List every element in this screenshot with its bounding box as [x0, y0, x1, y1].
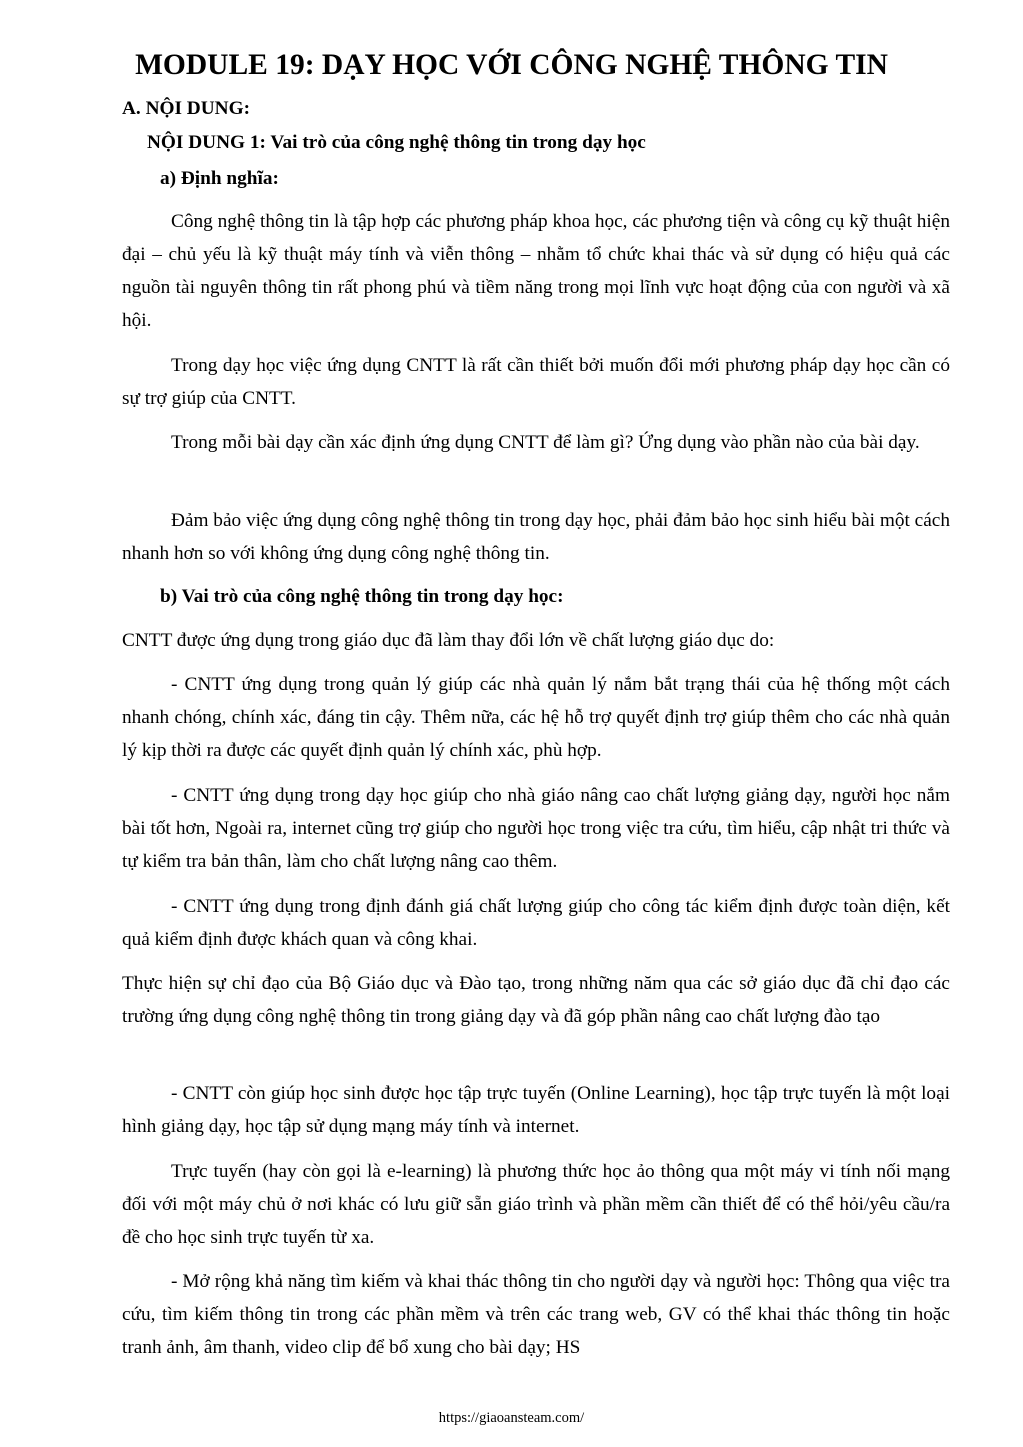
paragraph-role-intro: CNTT được ứng dụng trong giáo dục đã làm thay đổi lớn về chất lượng giáo dục do:	[122, 630, 775, 651]
paragraph-teaching: - CNTT ứng dụng trong dạy học giúp cho nhà giáo nâng cao chất lượng giảng dạy, người học nắm bài tốt hơn, Ngoài ra, internet cũng trợ giúp cho người học trong việc tra cứu, tìm hiểu, cập nhật tri thức và tự kiểm tra bản thân, làm cho chất lượng nâng cao thêm.	[122, 785, 950, 872]
paragraph-online-learning: - CNTT còn giúp học sinh được học tập trực tuyến (Online Learning), học tập trực tuyến là một loại hình giảng dạy, học tập sử dụng mạng máy tính và internet.	[122, 1083, 950, 1137]
paragraph-need: Trong dạy học việc ứng dụng CNTT là rất cần thiết bởi muốn đổi mới phương pháp dạy học cần có sự trợ giúp của CNTT.	[122, 355, 950, 409]
paragraph-search: - Mở rộng khả năng tìm kiếm và khai thác thông tin cho người dạy và người học: Thông qua việc tra cứu, tìm kiếm thông tin trong các phần mềm và trên các trang web, GV có thể khai thác thông tin hoặc tranh ảnh, âm thanh, video clip để bổ xung cho bài dạy; HS	[122, 1271, 950, 1358]
paragraph-ministry: Thực hiện sự chỉ đạo của Bộ Giáo dục và Đào tạo, trong những năm qua các sở giáo dục đã chỉ đạo các trường ứng dụng công nghệ thông tin trong giảng dạy và đã góp phần nâng cao chất lượng đào tạo	[122, 973, 950, 1027]
paragraph-purpose: Trong mỗi bài dạy cần xác định ứng dụng CNTT để làm gì? Ứng dụng vào phần nào của bài dạy.	[171, 432, 920, 453]
paragraph-guarantee: Đảm bảo việc ứng dụng công nghệ thông tin trong dạy học, phải đảm bảo học sinh hiểu bài một cách nhanh hơn so với không ứng dụng công nghệ thông tin.	[122, 510, 950, 564]
paragraph-definition: Công nghệ thông tin là tập hợp các phương pháp khoa học, các phương tiện và công cụ kỹ thuật hiện đại – chủ yếu là kỹ thuật máy tính và viễn thông – nhằm tổ chức khai thác và sử dụng có hiệu quả các nguồn tài nguyên thông tin rất phong phú và tiềm năng trong mọi lĩnh vực hoạt động của con người và xã hội.	[122, 211, 950, 331]
subheading-definition: a) Định nghĩa:	[160, 168, 279, 189]
footer-url[interactable]: https://giaoansteam.com/	[438, 1410, 585, 1426]
paragraph-management: - CNTT ứng dụng trong quản lý giúp các nhà quản lý nắm bắt trạng thái của hệ thống một cách nhanh chóng, chính xác, đáng tin cậy. Thêm nữa, các hệ hỗ trợ quyết định trợ giúp thêm cho các nhà quản lý kịp thời ra được các quyết định quản lý chính xác, phù hợp.	[122, 674, 950, 761]
paragraph-elearning: Trực tuyến (hay còn gọi là e-learning) là phương thức học ảo thông qua một máy vi tính nối mạng đối với một máy chủ ở nơi khác có lưu giữ sẵn giáo trình và phần mềm cần thiết để có thể hỏi/yêu cầu/ra đề cho học sinh trực tuyến từ xa.	[122, 1161, 950, 1248]
section-heading-a: A. NỘI DUNG:	[122, 98, 251, 119]
subheading-role: b) Vai trò của công nghệ thông tin trong dạy học:	[160, 586, 564, 607]
page-title: MODULE 19: DẠY HỌC VỚI CÔNG NGHỆ THÔNG TIN	[135, 49, 888, 81]
paragraph-assessment: - CNTT ứng dụng trong định đánh giá chất lượng giúp cho công tác kiểm định được toàn diện, kết quả kiểm định được khách quan và công khai.	[122, 896, 950, 950]
content-heading-1: NỘI DUNG 1: Vai trò của công nghệ thông tin trong dạy học	[147, 132, 646, 153]
